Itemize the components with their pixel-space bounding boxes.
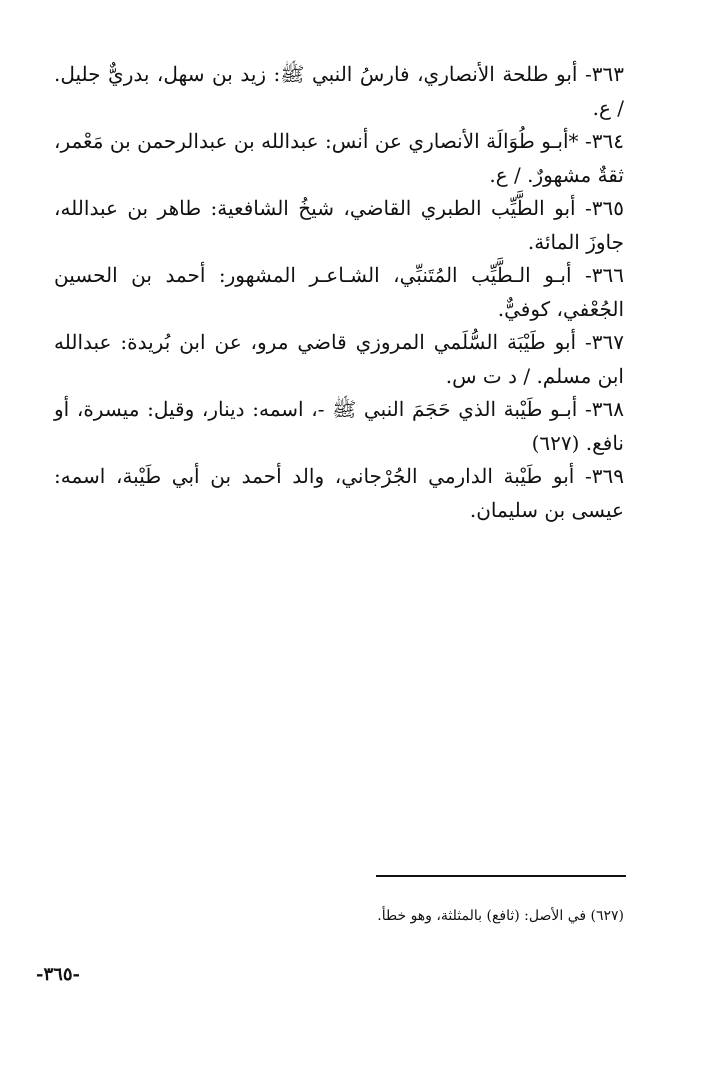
entries-list bbox=[54, 58, 624, 527]
entry-text: ٣٦٤- *أبـو طُوَالَة الأنصاري عن أنس: عبدالله بن عبدالرحمن بن مَعْمر، ثقةٌ مشهورٌ. / ع. bbox=[54, 129, 624, 187]
entry-text: ٣٦٦- أبـو الـطَّيِّب المُتَنبِّي، الشـاعـر المشهور: أحمد بن الحسين الجُعْفي، كوفيٌّ. bbox=[54, 263, 624, 321]
entry-363 bbox=[54, 58, 624, 125]
entry-text: ٣٦٩- أبو طَيْبة الدارمي الجُرْجاني، والد أحمد بن أبي طَيْبة، اسمه: عيسى بن سليمان. bbox=[54, 464, 624, 522]
entry-text: ٣٦٣- أبو طلحة الأنصاري، فارسُ النبي ﷺ: زيد بن سهل، بدريٌّ جليل. / ع. bbox=[54, 62, 624, 120]
entry-364 bbox=[54, 125, 624, 192]
entry-text: ٣٦٧- أبو طَيْبَة السُّلَمي المروزي قاضي مرو، عن ابن بُريدة: عبدالله ابن مسلم. / د ت س. bbox=[54, 330, 624, 388]
page-number: -٣٦٥- bbox=[36, 964, 80, 985]
entry-365 bbox=[54, 192, 624, 259]
entry-367 bbox=[54, 326, 624, 393]
footnote-divider bbox=[376, 875, 626, 877]
entry-text: ٣٦٨- أبـو طَيْبة الذي حَجَمَ النبي ﷺ -، اسمه: دينار، وقيل: ميسرة، أو نافع. (٦٢٧) bbox=[54, 397, 624, 455]
entry-368 bbox=[54, 393, 624, 460]
entry-366 bbox=[54, 259, 624, 326]
entry-text: ٣٦٥- أبو الطَّيِّب الطبري القاضي، شيخُ الشافعية: طاهر بن عبدالله، جاوزَ المائة. bbox=[54, 196, 624, 254]
footnote: (٦٢٧) في الأصل: (ثافع) بالمثلثة، وهو خطأ. bbox=[377, 908, 624, 924]
entry-369 bbox=[54, 460, 624, 527]
